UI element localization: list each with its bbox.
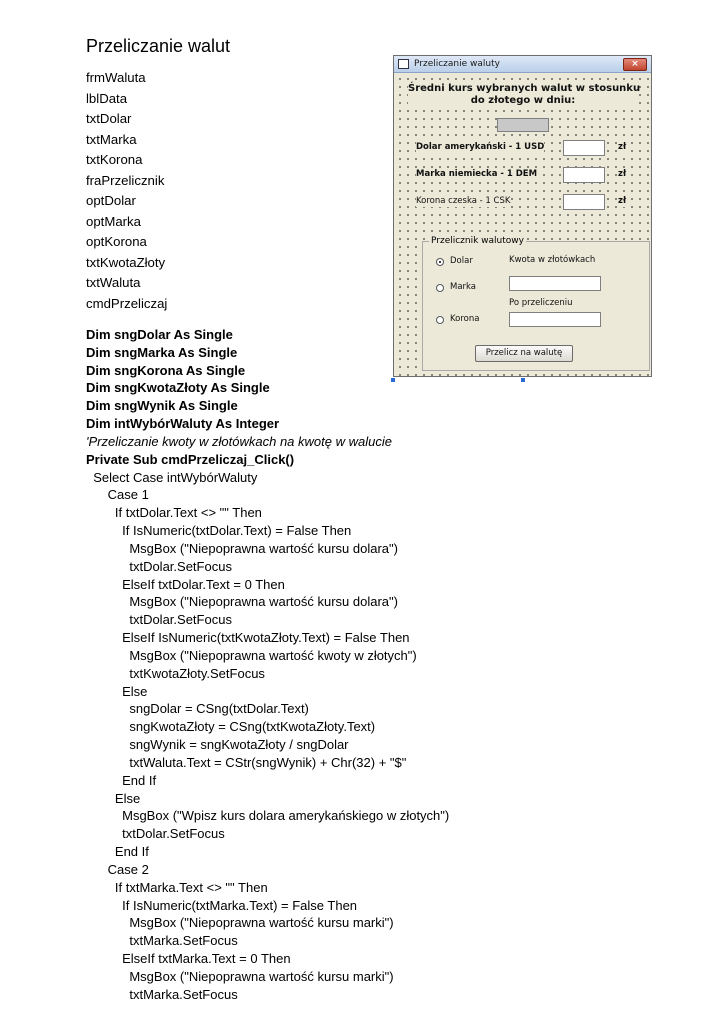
control-name: txtWaluta	[86, 275, 141, 290]
code-line: sngWynik = sngKwotaZłoty / sngDolar	[86, 737, 349, 753]
option-dolar-radio[interactable]	[436, 258, 444, 266]
heading-line-1: Średni kurs wybranych walut w stosunku	[408, 83, 641, 94]
code-line: End If	[86, 772, 157, 788]
code-line: txtMarka.SetFocus	[86, 933, 238, 949]
code-line: 'Przeliczanie kwoty w złotówkach na kwotę w walucie	[86, 433, 392, 449]
code-line: Case 1	[86, 487, 149, 503]
code-line: MsgBox ("Niepoprawna wartość kursu marki")	[86, 968, 394, 984]
form-heading	[408, 83, 641, 107]
code-line: Case 2	[86, 861, 149, 877]
control-name: txtKwotaZłoty	[86, 254, 166, 270]
code-line: MsgBox ("Niepoprawna wartość kwoty w złotych")	[86, 647, 417, 663]
code-line: ElseIf txtDolar.Text = 0 Then	[86, 576, 285, 592]
code-line: Dim sngWynik As Single	[86, 398, 238, 414]
csk-rate-input[interactable]	[563, 194, 605, 210]
code-line: MsgBox ("Niepoprawna wartość kursu dolara")	[86, 540, 398, 556]
code-line: Dim intWybórWaluty As Integer	[86, 416, 280, 432]
code-line: If IsNumeric(txtMarka.Text) = False Then	[86, 897, 358, 913]
control-name: lblData	[86, 90, 128, 106]
usd-unit-label: zł	[618, 142, 627, 152]
code-line: txtKwotaZłoty.SetFocus	[86, 665, 265, 681]
control-name: optKorona	[86, 234, 147, 249]
control-name: frmWaluta	[86, 70, 146, 85]
control-name-list	[86, 68, 167, 314]
code-line: sngDolar = CSng(txtDolar.Text)	[86, 701, 309, 717]
code-line: MsgBox ("Wpisz kurs dolara amerykańskiego w złotych")	[86, 808, 450, 824]
form-caption: Przeliczanie waluty	[414, 59, 500, 69]
code-line: Dim sngKwotaZłoty As Single	[86, 380, 270, 396]
code-line: ElseIf IsNumeric(txtKwotaZłoty.Text) = False Then	[86, 630, 410, 646]
code-line: Dim sngDolar As Single	[86, 327, 233, 342]
usd-label: Dolar amerykański - 1 USD	[416, 142, 545, 152]
dem-rate-input[interactable]	[563, 167, 605, 183]
code-line: Else	[86, 790, 141, 806]
result-label: Po przeliczeniu	[509, 298, 573, 308]
code-line: If txtDolar.Text <> "" Then	[86, 505, 262, 521]
form-title-bar[interactable]	[394, 56, 651, 73]
resize-handle[interactable]	[521, 378, 525, 382]
control-name: txtMarka	[86, 131, 137, 147]
option-marka-radio[interactable]	[436, 284, 444, 292]
code-line: MsgBox ("Niepoprawna wartość kursu dolara")	[86, 594, 398, 610]
code-line: txtDolar.SetFocus	[86, 826, 225, 842]
code-line: If txtMarka.Text <> "" Then	[86, 879, 268, 895]
control-name: optMarka	[86, 213, 141, 229]
amount-input[interactable]	[509, 276, 601, 291]
control-name: txtDolar	[86, 111, 132, 126]
option-dolar-label[interactable]: Dolar	[450, 256, 473, 266]
dem-label: Marka niemiecka - 1 DEM	[416, 169, 538, 179]
dem-unit-label: zł	[618, 169, 627, 179]
code-line: Else	[86, 683, 148, 699]
code-line: Dim sngKorona As Single	[86, 362, 246, 378]
heading-line-2: do złotego w dniu:	[470, 95, 576, 106]
csk-label: Korona czeska - 1 CSK	[416, 196, 511, 206]
result-input[interactable]	[509, 312, 601, 327]
code-line: txtWaluta.Text = CStr(sngWynik) + Chr(32) + "$"	[86, 754, 407, 770]
usd-rate-input[interactable]	[563, 140, 605, 156]
frame-title: Przelicznik walutowy	[431, 236, 524, 246]
csk-unit-label: zł	[618, 196, 627, 206]
code-line: If IsNumeric(txtDolar.Text) = False Then	[86, 523, 352, 539]
converter-frame	[422, 236, 650, 371]
code-listing	[86, 326, 449, 1003]
form-icon	[398, 59, 409, 69]
code-line: txtMarka.SetFocus	[86, 986, 238, 1002]
control-name: txtKorona	[86, 152, 143, 167]
code-line: Dim sngMarka As Single	[86, 344, 238, 360]
code-line: Private Sub cmdPrzeliczaj_Click()	[86, 451, 295, 467]
page-title: Przeliczanie walut	[86, 36, 231, 56]
convert-button[interactable]: Przelicz na walutę	[475, 345, 573, 362]
code-line: ElseIf txtMarka.Text = 0 Then	[86, 950, 291, 966]
code-line: txtDolar.SetFocus	[86, 558, 232, 574]
option-korona-radio[interactable]	[436, 316, 444, 324]
control-name: cmdPrzeliczaj	[86, 295, 168, 311]
control-name: fraPrzelicznik	[86, 172, 165, 188]
code-line: txtDolar.SetFocus	[86, 612, 232, 628]
option-korona-label[interactable]: Korona	[450, 314, 480, 324]
date-label-box	[497, 118, 549, 132]
close-icon[interactable]: ×	[623, 58, 647, 71]
control-name: optDolar	[86, 193, 136, 208]
code-line: MsgBox ("Niepoprawna wartość kursu marki")	[86, 915, 394, 931]
code-line: End If	[86, 844, 149, 860]
code-line: sngKwotaZłoty = CSng(txtKwotaZłoty.Text)	[86, 719, 376, 735]
code-line: Select Case intWybórWaluty	[86, 469, 258, 485]
amount-label: Kwota w złotówkach	[509, 255, 596, 265]
option-marka-label[interactable]: Marka	[450, 282, 477, 292]
